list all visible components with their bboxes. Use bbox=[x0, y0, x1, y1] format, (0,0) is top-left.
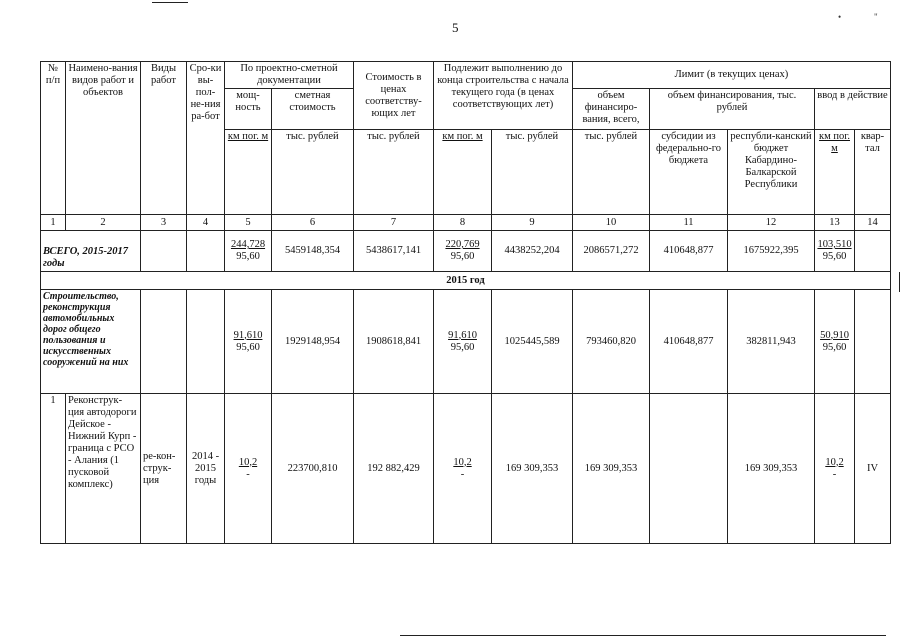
scan-line bbox=[152, 2, 188, 3]
total-estimate: 5459148,354 bbox=[272, 231, 354, 272]
header-term: Сро-ки вы-пол-не-ния ра-бот bbox=[187, 62, 225, 215]
construction-subject-km: 91,610 bbox=[448, 329, 477, 341]
header-subject-group: Подлежит выполнению до конца строительства с начала текущего года (в ценах соответствующих лет) bbox=[434, 62, 573, 130]
total-federal: 410648,877 bbox=[650, 231, 728, 272]
col-number: 10 bbox=[573, 215, 650, 231]
col-number: 13 bbox=[815, 215, 855, 231]
item-commissioning bbox=[815, 394, 855, 544]
header-estimate: сметная стоимость bbox=[272, 89, 354, 130]
item-republic: 169 309,353 bbox=[728, 394, 815, 544]
col-number: 3 bbox=[141, 215, 187, 231]
total-commissioning bbox=[815, 231, 855, 272]
header-work-type: Виды работ bbox=[141, 62, 187, 215]
item-capacity bbox=[225, 394, 272, 544]
col-number: 7 bbox=[354, 215, 434, 231]
empty-cell bbox=[187, 231, 225, 272]
construction-capacity-m: 95,60 bbox=[236, 341, 260, 353]
scan-mark: • bbox=[838, 12, 842, 22]
year-heading: 2015 год bbox=[41, 272, 891, 290]
total-subject-km: 220,769 bbox=[445, 239, 480, 250]
construction-commissioning-km: 50,910 bbox=[820, 329, 849, 341]
header-psd-group: По проектно-сметной документации bbox=[225, 62, 354, 89]
col-number: 1 bbox=[41, 215, 66, 231]
unit-rubles: тыс. рублей bbox=[573, 130, 650, 215]
col-number: 4 bbox=[187, 215, 225, 231]
item-number: 1 bbox=[41, 394, 66, 544]
unit-rubles: тыс. рублей bbox=[492, 130, 573, 215]
col-number: 9 bbox=[492, 215, 573, 231]
total-subject-cost: 4438252,204 bbox=[492, 231, 573, 272]
header-cost-years: Стоимость в ценах соответству-ющих лет bbox=[354, 62, 434, 130]
construction-estimate: 1929148,954 bbox=[272, 290, 354, 394]
construction-commissioning-m: 95,60 bbox=[822, 341, 847, 353]
construction-commissioning bbox=[815, 290, 855, 394]
scan-mark: " bbox=[874, 12, 878, 22]
construction-subject-capacity bbox=[434, 290, 492, 394]
total-capacity-m: 95,60 bbox=[236, 251, 260, 262]
empty-cell bbox=[855, 231, 891, 272]
investment-table bbox=[40, 61, 891, 544]
construction-subject-cost: 1025445,589 bbox=[492, 290, 573, 394]
header-num: № п/п bbox=[41, 62, 66, 215]
header-limit-group: Лимит (в текущих ценах) bbox=[573, 62, 891, 89]
item-quarter: IV bbox=[855, 394, 891, 544]
item-financing: 169 309,353 bbox=[573, 394, 650, 544]
header-republic-budget: республи-канский бюджет Кабардино-Балкарской Республики bbox=[728, 130, 815, 215]
total-subject-capacity bbox=[434, 231, 492, 272]
col-number: 12 bbox=[728, 215, 815, 231]
col-number: 14 bbox=[855, 215, 891, 231]
item-term: 2014 - 2015 годы bbox=[187, 394, 225, 544]
unit-km: км пог. м bbox=[815, 130, 855, 215]
col-number: 8 bbox=[434, 215, 492, 231]
item-subject-cost: 169 309,353 bbox=[492, 394, 573, 544]
item-work-type: ре-кон-струк-ция bbox=[141, 394, 187, 544]
col-number: 6 bbox=[272, 215, 354, 231]
col-number: 11 bbox=[650, 215, 728, 231]
header-row-1 bbox=[41, 62, 891, 89]
construction-row bbox=[41, 290, 891, 394]
construction-cost-years: 1908618,841 bbox=[354, 290, 434, 394]
header-name: Наимено-вания видов работ и объектов bbox=[66, 62, 141, 215]
total-row bbox=[41, 231, 891, 272]
item-commissioning-km: 10,2 bbox=[825, 456, 844, 468]
item-subject-km: 10,2 bbox=[453, 456, 472, 468]
construction-federal: 410648,877 bbox=[650, 290, 728, 394]
construction-subject-m: 95,60 bbox=[450, 341, 475, 353]
col-number: 5 bbox=[225, 215, 272, 231]
header-quarter: квар-тал bbox=[855, 130, 891, 215]
header-financing-group: объем финансирования, тыс. рублей bbox=[650, 89, 815, 130]
page-number: 5 bbox=[452, 20, 459, 35]
item-federal bbox=[650, 394, 728, 544]
total-commissioning-km: 103,510 bbox=[817, 239, 852, 250]
scan-line bbox=[899, 272, 900, 292]
unit-rubles: тыс. рублей bbox=[354, 130, 434, 215]
total-cost-years: 5438617,141 bbox=[354, 231, 434, 272]
header-federal-subsidy: субсидии из федерально-го бюджета bbox=[650, 130, 728, 215]
item-subject-capacity bbox=[434, 394, 492, 544]
item-commissioning-m: - bbox=[832, 468, 837, 480]
item-capacity-km: 10,2 bbox=[238, 456, 258, 468]
total-label: ВСЕГО, 2015-2017 годы bbox=[41, 231, 141, 272]
construction-label: Строительство, реконструкция автомобильных дорог общего пользования и искусственных сооружений на них bbox=[41, 290, 141, 394]
item-name: Реконструк-ция автодороги Дейское - Нижний Курп - граница с РСО - Алания (1 пусковой комплекс) bbox=[66, 394, 141, 544]
scan-line bbox=[400, 635, 886, 636]
total-capacity-km: 244,728 bbox=[230, 239, 266, 250]
column-number-row bbox=[41, 215, 891, 231]
empty-cell bbox=[855, 290, 891, 394]
col-number: 2 bbox=[66, 215, 141, 231]
unit-km: км пог. м bbox=[225, 130, 272, 215]
unit-km: км пог. м bbox=[434, 130, 492, 215]
item-subject-m: - bbox=[460, 468, 465, 480]
total-republic: 1675922,395 bbox=[728, 231, 815, 272]
year-row bbox=[41, 272, 891, 290]
construction-capacity bbox=[225, 290, 272, 394]
empty-cell bbox=[141, 231, 187, 272]
total-commissioning-m: 95,60 bbox=[822, 251, 847, 262]
construction-republic: 382811,943 bbox=[728, 290, 815, 394]
total-subject-m: 95,60 bbox=[450, 251, 475, 262]
header-financing-total: объем финансиро-вания, всего, bbox=[573, 89, 650, 130]
header-commissioning-group: ввод в действие bbox=[815, 89, 891, 130]
construction-capacity-km: 91,610 bbox=[233, 329, 263, 341]
empty-cell bbox=[187, 290, 225, 394]
item-estimate: 223700,810 bbox=[272, 394, 354, 544]
empty-cell bbox=[141, 290, 187, 394]
unit-rubles: тыс. рублей bbox=[272, 130, 354, 215]
total-financing: 2086571,272 bbox=[573, 231, 650, 272]
total-capacity bbox=[225, 231, 272, 272]
header-capacity: мощ-ность bbox=[225, 89, 272, 130]
table-row bbox=[41, 394, 891, 544]
item-cost-years: 192 882,429 bbox=[354, 394, 434, 544]
construction-financing: 793460,820 bbox=[573, 290, 650, 394]
item-capacity-m: - bbox=[246, 468, 250, 480]
